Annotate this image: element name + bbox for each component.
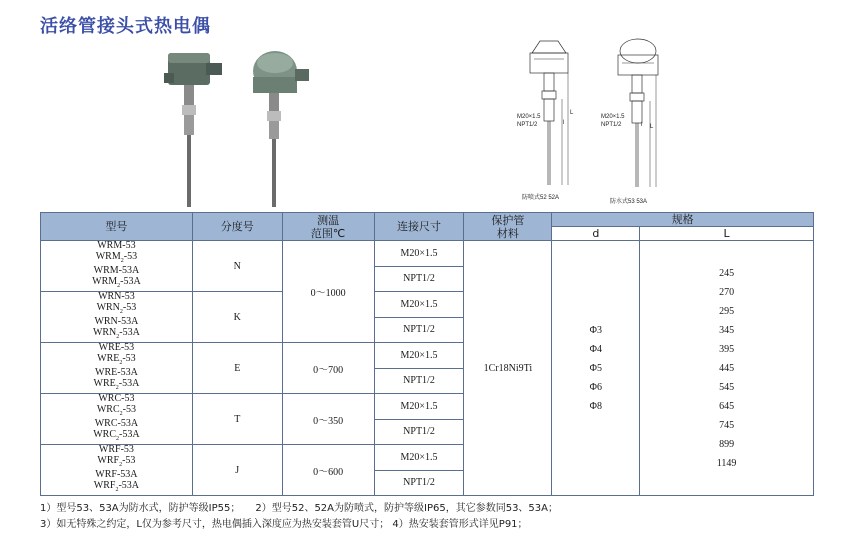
header-d: d xyxy=(552,227,640,241)
footnote-line-1: 1）型号53、53A为防水式，防护等级IP55； 2）型号52、52A为防喷式，防护等级IP65，其它参数同53、53A； xyxy=(40,503,559,514)
model-name: WRM-53A xyxy=(93,265,140,276)
material-cell: 1Cr18Ni9Ti xyxy=(464,241,552,496)
L-value: 545 xyxy=(719,381,735,393)
connection-cell: M20×1.5 xyxy=(374,241,464,267)
graduation-cell: N xyxy=(192,241,282,292)
header-temp-line1: 测温 xyxy=(317,213,340,227)
graduation-cell: T xyxy=(192,394,282,445)
model-name: WRC-53A xyxy=(94,418,139,429)
range-cell: 0～350 xyxy=(282,394,374,445)
dimension-drawing-spray-proof xyxy=(510,35,590,205)
header-prot-line1: 保护管 xyxy=(491,213,525,227)
L-value: 270 xyxy=(719,286,735,298)
header-connection: 连接尺寸 xyxy=(374,213,464,241)
page-title: 活络管接头式热电偶 xyxy=(40,16,211,37)
model-name: $WRE_2-53A$ xyxy=(93,377,140,391)
model-cell-t xyxy=(41,394,193,445)
model-name: WRF-53 xyxy=(98,444,134,455)
d-value: Φ8 xyxy=(589,400,602,412)
connection-cell: M20×1.5 xyxy=(374,343,464,369)
model-name: $WRM_2-53A$ xyxy=(92,275,141,289)
d-values-cell xyxy=(552,241,640,496)
connection-cell: NPT1/2 xyxy=(374,266,464,292)
spec-table xyxy=(40,212,814,496)
L-value: 395 xyxy=(719,343,735,355)
header-model: 型号 xyxy=(41,213,193,241)
dimension-drawing-waterproof xyxy=(598,35,678,205)
graduation-cell: J xyxy=(192,445,282,496)
model-name: WRN-53A xyxy=(94,316,139,327)
model-name: WRM-53 xyxy=(97,240,136,251)
L-value: 899 xyxy=(719,438,735,450)
header-spec: 规格 xyxy=(552,213,814,227)
header-protection-tube xyxy=(464,213,552,241)
connection-cell: M20×1.5 xyxy=(374,394,464,420)
L-value: 645 xyxy=(719,400,735,412)
model-cell-n xyxy=(41,241,193,292)
L-value: 745 xyxy=(719,419,735,431)
header-graduation: 分度号 xyxy=(192,213,282,241)
footnote-line-2: 3）如无特殊之约定，L仅为参考尺寸，热电偶插入深度应为热安装套管U尺寸； 4）热安装套管形式详见P91； xyxy=(40,519,528,530)
drawing-left-dim-L: L xyxy=(570,110,574,116)
drawing-left-caption: 防喷式52 52A xyxy=(522,195,560,201)
model-name: $WRN_2-53A$ xyxy=(92,326,140,340)
drawing-left-thread-label: M20×1.5 xyxy=(517,114,541,120)
drawing-left-dim-l: l xyxy=(563,120,565,126)
header-prot-line2: 材料 xyxy=(496,226,519,240)
model-cell-k xyxy=(41,292,193,343)
connection-cell: NPT1/2 xyxy=(374,419,464,445)
graduation-cell: E xyxy=(192,343,282,394)
d-value: Φ4 xyxy=(589,343,602,355)
thermocouple-photo-round-head xyxy=(245,45,315,210)
model-name: WRC-53 xyxy=(98,393,135,404)
drawing-right-dim-L: L xyxy=(650,124,654,130)
footnotes xyxy=(40,501,558,533)
connection-cell: NPT1/2 xyxy=(374,368,464,394)
graduation-cell: K xyxy=(192,292,282,343)
connection-cell: NPT1/2 xyxy=(374,317,464,343)
drawing-right-npt-label: NPT1/2 xyxy=(601,122,622,128)
range-cell: 0～700 xyxy=(282,343,374,394)
thermocouple-photo-square-head xyxy=(160,45,230,210)
range-cell: 0～600 xyxy=(282,445,374,496)
drawing-right-dim-l: l xyxy=(641,122,643,128)
model-name: WRF-53A xyxy=(95,469,138,480)
connection-cell: M20×1.5 xyxy=(374,445,464,471)
connection-cell: M20×1.5 xyxy=(374,292,464,318)
model-name: $WRE_2-53$ xyxy=(97,352,136,366)
model-name: $WRC_2-53A$ xyxy=(93,428,140,442)
model-cell-j xyxy=(41,445,193,496)
header-temp-range xyxy=(282,213,374,241)
L-value: 1149 xyxy=(716,457,737,469)
model-name: $WRF_2-53$ xyxy=(97,454,136,468)
model-name: $WRC_2-53$ xyxy=(96,403,136,417)
range-cell: 0～1000 xyxy=(282,241,374,343)
model-name: WRE-53A xyxy=(95,367,138,378)
L-value: 445 xyxy=(719,362,735,374)
L-value: 295 xyxy=(719,305,735,317)
drawing-left-npt-label: NPT1/2 xyxy=(517,122,538,128)
model-name: WRE-53 xyxy=(98,342,135,353)
model-name: $WRM_2-53$ xyxy=(95,250,138,264)
d-value: Φ5 xyxy=(589,362,602,374)
header-temp-line2: 范围℃ xyxy=(310,226,346,240)
L-value: 345 xyxy=(719,324,735,336)
drawing-right-caption: 防水式53 53A xyxy=(610,199,648,205)
d-value: Φ6 xyxy=(589,381,602,393)
header-L: L xyxy=(640,227,814,241)
model-name: $WRF_2-53A$ xyxy=(93,479,140,493)
drawing-right-thread-label: M20×1.5 xyxy=(601,114,625,120)
model-name: $WRN_2-53$ xyxy=(96,301,137,315)
model-cell-e xyxy=(41,343,193,394)
connection-cell: NPT1/2 xyxy=(374,470,464,496)
L-values-cell xyxy=(640,241,814,496)
L-value: 245 xyxy=(719,267,735,279)
model-name: WRN-53 xyxy=(98,291,135,302)
d-value: Φ3 xyxy=(589,324,602,336)
